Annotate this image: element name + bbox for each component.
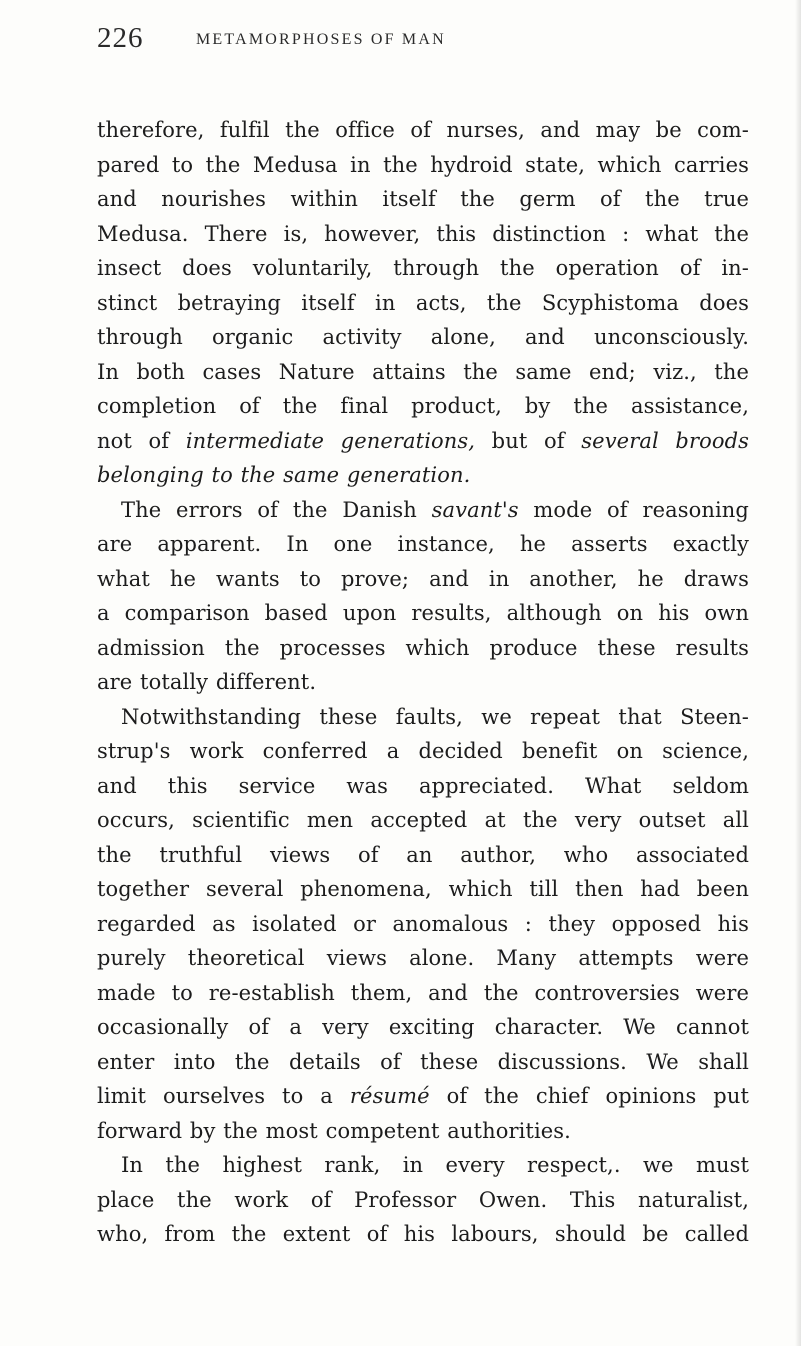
text-line: stinct betraying itself in acts, the Scyphistoma does [97,290,749,315]
text-line: made to re-establish them, and the controversies were [97,980,749,1005]
text-line: Medusa. There is, however, this distinction : what the [97,221,749,246]
text-line: purely theoretical views alone. Many attempts were [97,946,749,970]
text-line: who, from the extent of his labours, should be called [97,1222,749,1246]
text-line: the truthful views of an author, who associated [97,842,749,867]
body-text [97,113,749,1252]
text-line: regarded as isolated or anomalous : they opposed his [97,911,749,936]
text-run: The errors of the Danish [121,497,432,522]
text-line: what he wants to prove; and in another, he draws [97,566,749,591]
text-line [97,493,749,528]
text-line: are apparent. In one instance, he asserts exactly [97,532,749,556]
italic-text: savant's [431,497,519,522]
text-line: Notwithstanding these faults, we repeat that Steen- [121,704,749,729]
italic-text: belonging to the same generation. [97,463,471,487]
text-line: place the work of Professor Owen. This naturalist, [97,1187,749,1212]
text-line: In the highest rank, in every respect,. we must [121,1153,749,1177]
text-line: completion of the final product, by the assistance, [97,394,749,418]
italic-text: several broods [581,428,749,453]
text-line: through organic activity alone, and unconsciously. [97,325,749,349]
text-line: a comparison based upon results, although on his own [97,601,749,625]
text-line [97,424,749,459]
text-line: together several phenomena, which till then had been [97,877,749,901]
text-line: occasionally of a very exciting character. We cannot [97,1015,749,1039]
page-header [97,22,747,62]
text-run: but of [475,428,582,453]
text-line: are totally different. [97,670,317,694]
text-line: and nourishes within itself the germ of the true [97,187,749,211]
running-head: METAMORPHOSES OF MAN [196,31,446,48]
text-run: of the chief opinions put [429,1084,749,1108]
text-line: strup's work conferred a decided benefit on science, [97,739,749,763]
text-line: occurs, scientific men accepted at the very outset all [97,808,749,832]
text-line: and this service was appreciated. What seldom [97,773,749,798]
text-line [97,458,749,493]
text-line: forward by the most competent authorities. [97,1118,571,1143]
text-line: In both cases Nature attains the same end; viz., the [97,359,749,384]
italic-text: intermediate generations, [185,428,476,453]
text-line: insect does voluntarily, through the operation of in- [97,256,749,280]
text-line: therefore, fulfil the office of nurses, and may be com- [97,118,749,142]
text-line [97,1079,749,1114]
italic-text: résumé [349,1084,430,1108]
text-run: limit ourselves to a [97,1084,350,1108]
page-edge-shadow [795,0,801,1346]
page-number: 226 [97,22,144,54]
text-line: pared to the Medusa in the hydroid state, which carries [97,152,749,177]
text-line: admission the processes which produce these results [97,635,749,660]
text-line: enter into the details of these discussions. We shall [97,1049,749,1074]
text-run: not of [97,428,186,453]
text-run: mode of reasoning [518,497,749,522]
